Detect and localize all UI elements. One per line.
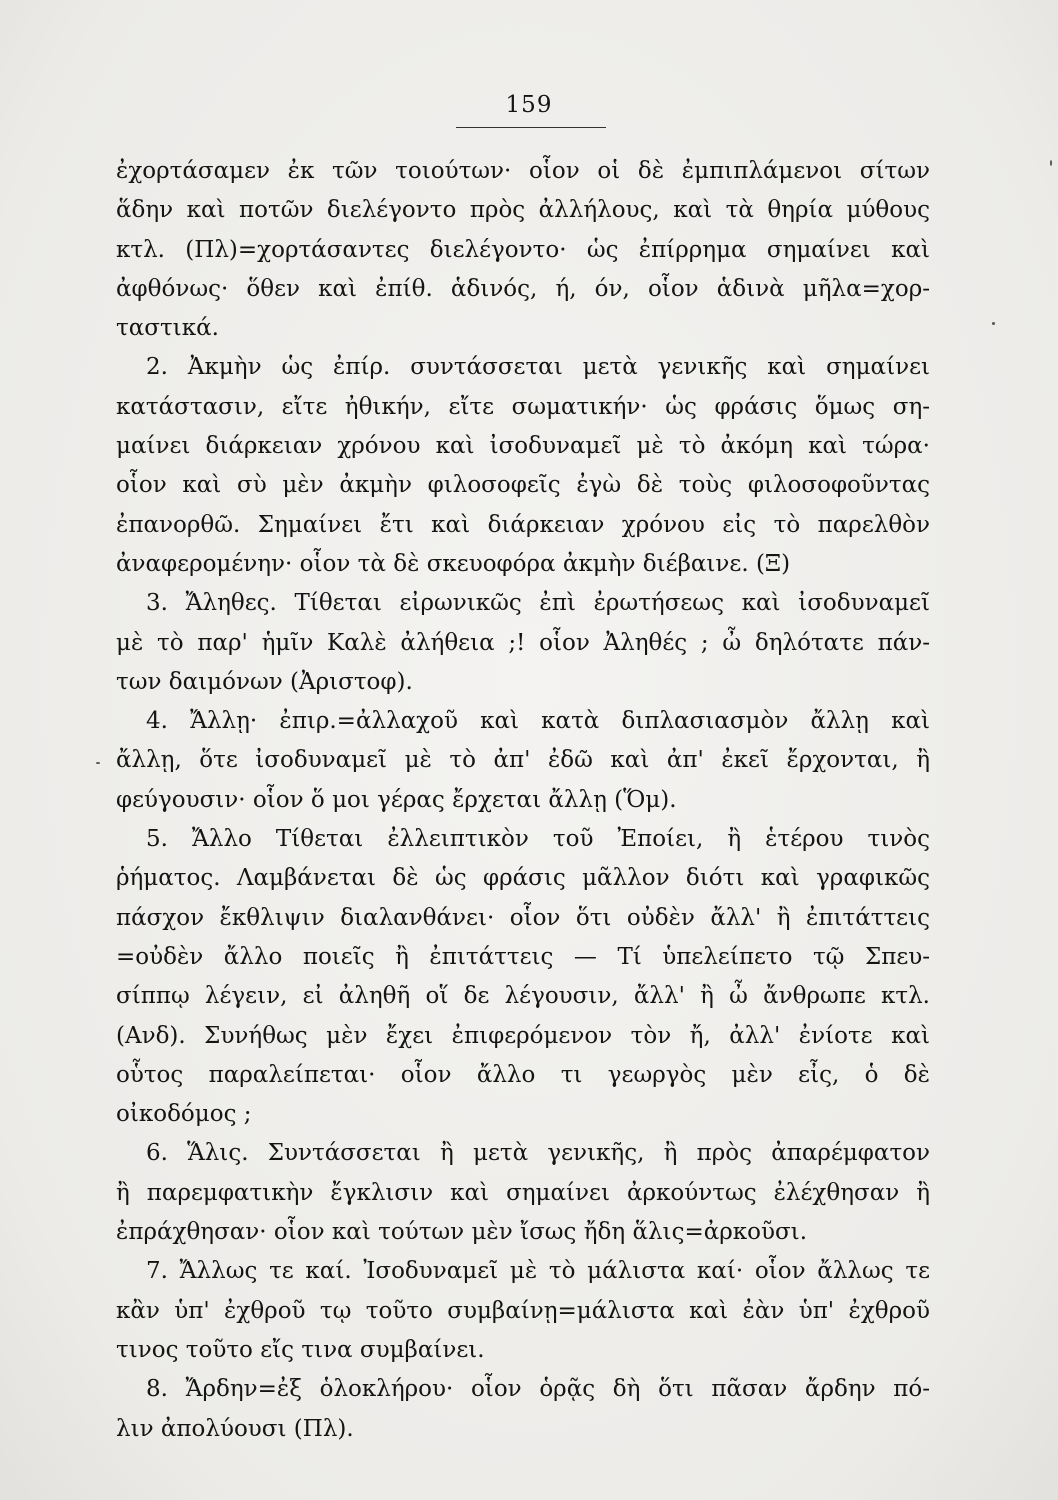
text-line: 2. Ἀκμὴν ὡς ἐπίρ. συντάσσεται μετὰ γενικῆς καὶ σημαίνει — [146, 354, 930, 381]
header-rule — [456, 127, 606, 128]
paper-speck — [992, 322, 995, 325]
text-line: σίππῳ λέγειν, εἰ ἀληθῆ οἵ δε λέγουσιν, ἄλλ' ἢ ὦ ἄνθρωπε κτλ. — [116, 983, 930, 1010]
text-line: κἂν ὑπ' ἐχθροῦ τῳ τοῦτο συμβαίνῃ=μάλιστα καὶ ἐὰν ὑπ' ἐχθροῦ — [116, 1297, 930, 1324]
text-line: λιν ἀπολύουσι (Πλ). — [116, 1415, 354, 1442]
paper-speck — [96, 762, 100, 764]
text-line: 8. Ἄρδην=ἐξ ὁλοκλήρου· οἷον ὁρᾷς δὴ ὅτι πᾶσαν ἄρδην πό- — [146, 1376, 930, 1403]
text-line: μαίνει διάρκειαν χρόνου καὶ ἰσοδυναμεῖ μὲ τὸ ἀκόμη καὶ τώρα· — [116, 433, 930, 460]
text-line: ἅδην καὶ ποτῶν διελέγοντο πρὸς ἀλλήλους, καὶ τὰ θηρία μύθους — [116, 197, 930, 224]
text-line: =οὐδὲν ἄλλο ποιεῖς ἢ ἐπιτάττεις — Τί ὑπελείπετο τῷ Σπευ- — [116, 943, 930, 970]
text-line: οἰκοδόμος ; — [116, 1101, 252, 1128]
paper-speck — [1050, 160, 1052, 166]
text-line: ἄλλῃ, ὅτε ἰσοδυναμεῖ μὲ τὸ ἀπ' ἐδῶ καὶ ἀπ' ἐκεῖ ἔρχονται, ἢ — [116, 747, 930, 774]
text-line: ἐπανορθῶ. Σημαίνει ἔτι καὶ διάρκειαν χρόνου εἰς τὸ παρελθὸν — [116, 511, 930, 538]
text-line: 7. Ἄλλως τε καί. Ἰσοδυναμεῖ μὲ τὸ μάλιστα καί· οἷον ἄλλως τε — [146, 1258, 930, 1285]
text-line: 3. Ἄληθες. Τίθεται εἰρωνικῶς ἐπὶ ἐρωτήσεως καὶ ἰσοδυναμεῖ — [146, 590, 930, 617]
text-line: ἀφθόνως· ὅθεν καὶ ἐπίθ. ἁδινός, ή, όν, οἷον ἁδινὰ μῆλα=χορ- — [116, 275, 930, 302]
text-line: ῥήματος. Λαμβάνεται δὲ ὡς φράσις μᾶλλον διότι καὶ γραφικῶς — [116, 865, 930, 892]
text-line: ἢ παρεμφατικὴν ἔγκλισιν καὶ σημαίνει ἀρκούντως ἐλέχθησαν ἢ — [116, 1179, 930, 1206]
text-line: τινος τοῦτο εἴς τινα συμβαίνει. — [116, 1336, 485, 1363]
text-line: κατάστασιν, εἴτε ἠθικήν, εἴτε σωματικήν· ὡς φράσις ὅμως ση- — [116, 393, 930, 420]
text-line: ταστικά. — [116, 315, 219, 342]
text-line: μὲ τὸ παρ' ἡμῖν Καλὲ ἀλήθεια ;! οἷον Ἀληθές ; ὦ δηλότατε πάν- — [116, 629, 930, 656]
text-line: 4. Ἄλλῃ· ἐπιρ.=ἀλλαχοῦ καὶ κατὰ διπλασιασμὸν ἄλλῃ καὶ — [146, 708, 930, 735]
text-line: των δαιμόνων (Ἀριστοφ). — [116, 668, 413, 695]
text-line: ἐπράχθησαν· οἷον καὶ τούτων μὲν ἴσως ἤδη ἅλις=ἀρκοῦσι. — [116, 1219, 808, 1246]
text-line: οἷον καὶ σὺ μὲν ἀκμὴν φιλοσοφεῖς ἐγὼ δὲ τοὺς φιλοσοφοῦντας — [116, 472, 930, 499]
text-line: (Ανδ). Συνήθως μὲν ἔχει ἐπιφερόμενον τὸν ἤ, ἀλλ' ἐνίοτε καὶ — [116, 1022, 930, 1049]
text-line: οὗτος παραλείπεται· οἷον ἄλλο τι γεωργὸς μὲν εἶς, ὁ δὲ — [116, 1061, 930, 1088]
text-line: ἐχορτάσαμεν ἐκ τῶν τοιούτων· οἷον οἱ δὲ ἐμπιπλάμενοι σίτων — [116, 158, 930, 184]
text-line: ἀναφερομένην· οἷον τὰ δὲ σκευοφόρα ἀκμὴν διέβαινε. (Ξ) — [116, 550, 791, 577]
body-text — [116, 152, 930, 1449]
text-line: φεύγουσιν· οἷον ὅ μοι γέρας ἔρχεται ἄλλῃ (Ὅμ). — [116, 786, 677, 813]
text-line: κτλ. (Πλ)=χορτάσαντες διελέγοντο· ὡς ἐπίρρημα σημαίνει καὶ — [116, 236, 930, 263]
text-line: 6. Ἅλις. Συντάσσεται ἢ μετὰ γενικῆς, ἢ πρὸς ἀπαρέμφατον — [146, 1140, 930, 1167]
text-line: πάσχον ἔκθλιψιν διαλανθάνει· οἷον ὅτι οὐδὲν ἄλλ' ἢ ἐπιτάττεις — [116, 904, 930, 931]
page-number: 159 — [505, 92, 553, 118]
text-line: 5. Ἄλλο Τίθεται ἐλλειπτικὸν τοῦ Ἐποίει, ἢ ἑτέρου τινὸς — [146, 826, 930, 853]
